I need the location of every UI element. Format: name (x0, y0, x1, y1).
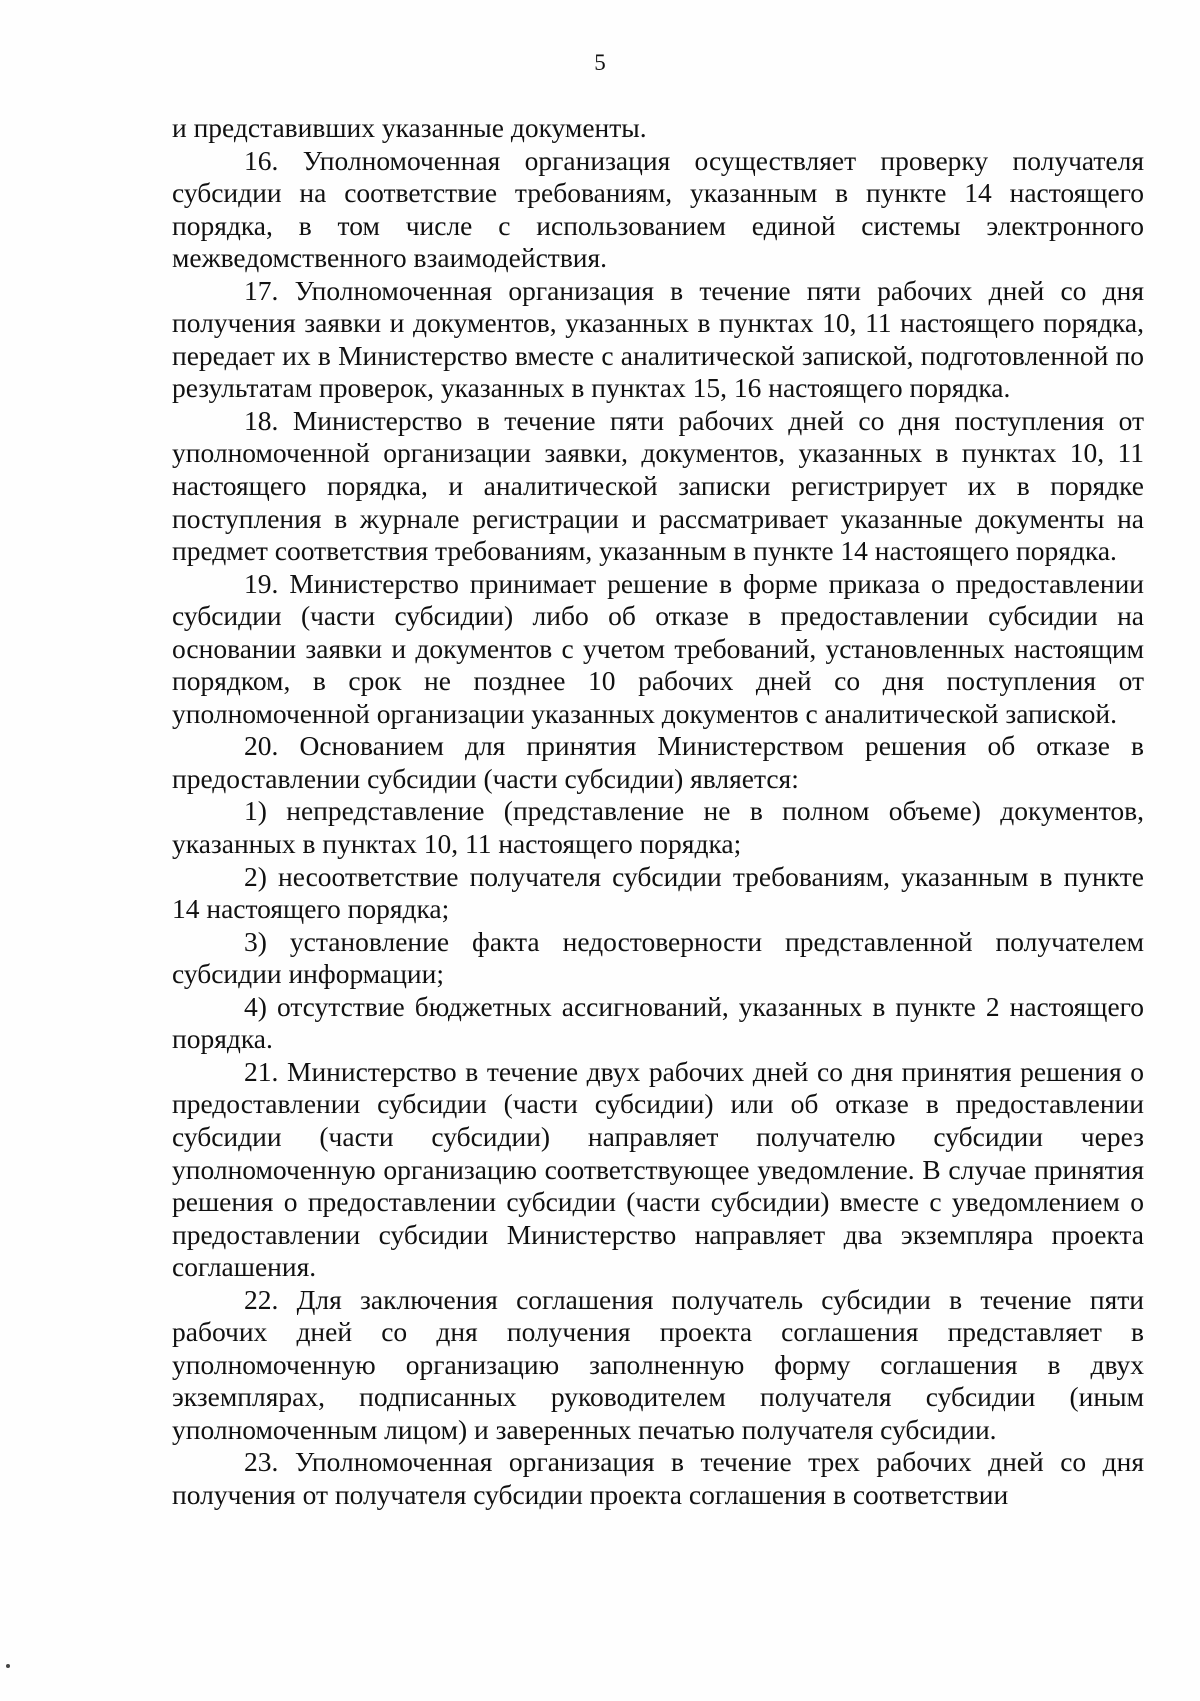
paragraph: 21. Министерство в течение двух рабочих дней со дня принятия решения о предоставлении субсидии (части субсидии) или об отказе в предоставлении субсидии (части субсидии) направляет получателю субсидии через уполномоченную организацию соответствующее уведомление. В случае принятия решения о предоставлении субсидии (части субсидии) вместе с уведомлением о предоставлении субсидии Министерство направляет два экземпляра проекта соглашения. (172, 1055, 1144, 1283)
paragraph: 23. Уполномоченная организация в течение трех рабочих дней со дня получения от получателя субсидии проекта соглашения в соответствии (172, 1446, 1144, 1510)
page-number: 5 (594, 50, 606, 75)
paragraph: 22. Для заключения соглашения получатель субсидии в течение пяти рабочих дней со дня получения проекта соглашения представляет в уполномоченную организацию заполненную форму соглашения в двух экземплярах, подписанных руководителем получателя субсидии (иным уполномоченным лицом) и заверенных печатью получателя субсидии. (172, 1283, 1144, 1445)
paragraph: 16. Уполномоченная организация осуществляет проверку получателя субсидии на соответствие требованиям, указанным в пункте 14 настоящего порядка, в том числе с использованием единой системы электронного межведомственного взаимодействия. (172, 144, 1144, 274)
paragraph: 1) непредставление (представление не в полном объеме) документов, указанных в пунктах 10, 11 настоящего порядка; (172, 795, 1144, 860)
paragraph: 2) несоответствие получателя субсидии требованиям, указанным в пункте 14 настоящего порядка; (172, 860, 1144, 925)
paragraph: 20. Основанием для принятия Министерством решения об отказе в предоставлении субсидии (части субсидии) является: (172, 730, 1144, 794)
paragraph: 18. Министерство в течение пяти рабочих дней со дня поступления от уполномоченной организации заявки, документов, указанных в пунктах 10, 11 настоящего порядка, и аналитической записки регистрирует их в порядке поступления в журнале регистрации и рассматривает указанные документы на предмет соответствия требованиям, указанным в пункте 14 настоящего порядка. (172, 404, 1144, 567)
document-body (172, 112, 1144, 1512)
scan-speck (6, 1664, 10, 1668)
paragraph: 17. Уполномоченная организация в течение пяти рабочих дней со дня получения заявки и документов, указанных в пунктах 10, 11 настоящего порядка, передает их в Министерство вместе с аналитической запиской, подготовленной по результатам проверок, указанных в пунктах 15, 16 настоящего порядка. (172, 274, 1144, 404)
paragraph: 4) отсутствие бюджетных ассигнований, указанных в пункте 2 настоящего порядка. (172, 990, 1144, 1055)
paragraph: 3) установление факта недостоверности представленной получателем субсидии информации; (172, 925, 1144, 990)
paragraph: 19. Министерство принимает решение в форме приказа о предоставлении субсидии (части субсидии) либо об отказе в предоставлении субсидии на основании заявки и документов с учетом требований, установленных настоящим порядком, в срок не позднее 10 рабочих дней со дня поступления от уполномоченной организации указанных документов с аналитической запиской. (172, 567, 1144, 729)
paragraph: и представивших указанные документы. (172, 112, 647, 143)
